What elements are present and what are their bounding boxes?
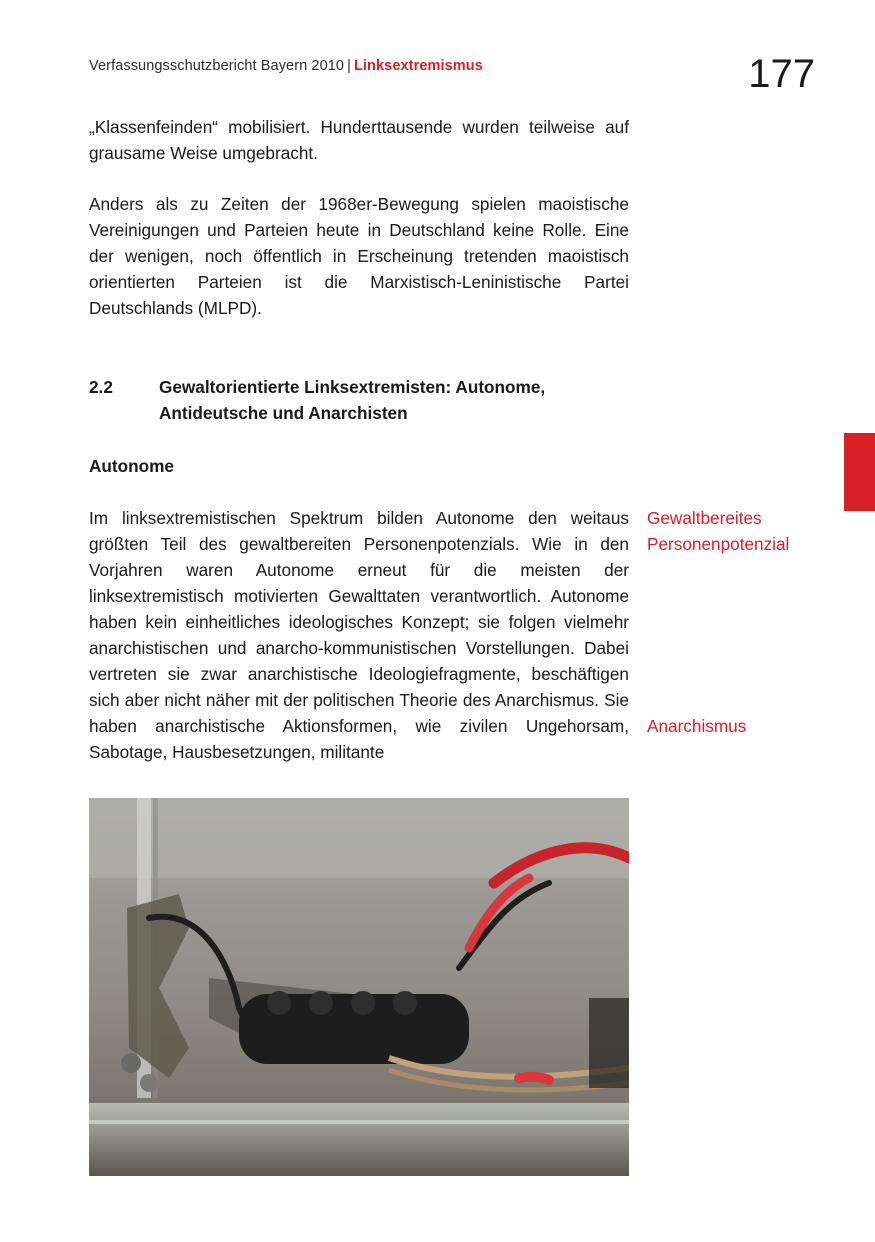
- header-section: Linksextremismus: [353, 58, 483, 74]
- paragraph-2: Anders als zu Zeiten der 1968er-Bewegung spielen maoistische Vereinigungen und Parteien heute in Deutschland keine Rolle. Eine der wenigen, noch öffentlich in Erscheinung tretenden maoistisch orientierten Parteien ist die Marxistisch-Leninistische Partei Deutschlands (MLPD).: [89, 194, 629, 318]
- publication-title: Verfassungsschutzbericht Bayern 2010: [89, 58, 345, 74]
- margin-note-line: Gewaltbereites: [647, 508, 762, 528]
- paragraph-1: „Klassenfeinden“ mobilisiert. Hunderttausende wurden teilweise auf grausame Weise umgebracht.: [89, 117, 629, 163]
- section-number: 2.2: [89, 377, 113, 397]
- margin-note-gewaltbereites: [647, 505, 847, 557]
- section-title: Gewaltorientierte Linksextremisten: Autonome, Antideutsche und Anarchisten: [159, 377, 546, 423]
- margin-note-anarchismus: Anarchismus: [647, 716, 747, 736]
- chapter-tab-marker: [844, 433, 875, 511]
- margin-note-line: Personenpotenzial: [647, 534, 790, 554]
- subheading: Autonome: [89, 456, 174, 476]
- section-heading: [89, 374, 629, 426]
- paragraph-3: Im linksextremistischen Spektrum bilden Autonome den weitaus größten Teil des gewaltbereiten Personenpotenzials. Wie in den Vorjahren waren Autonome erneut für die meisten der linksextremistisch motivierten Gewalttaten verantwortlich. Autonome haben kein einheitliches ideologisches Konzept; sie folgen vielmehr anarchistischen und anarcho-kommunistischen Vorstellungen. Dabei vertreten sie zwar anarchistische Ideologiefragmente, beschäftigen sich aber nicht näher mit der politischen Theorie des Anarchismus. Sie haben anarchistische Aktionsformen, wie zivilen Ungehorsam, Sabotage, Hausbesetzungen, militante: [89, 508, 629, 762]
- running-header: [89, 58, 483, 74]
- slingshot-photo-illustration: [89, 798, 629, 1176]
- photo-slingshot: [89, 798, 629, 1176]
- header-separator: |: [347, 58, 351, 74]
- page-number: 177: [748, 52, 815, 96]
